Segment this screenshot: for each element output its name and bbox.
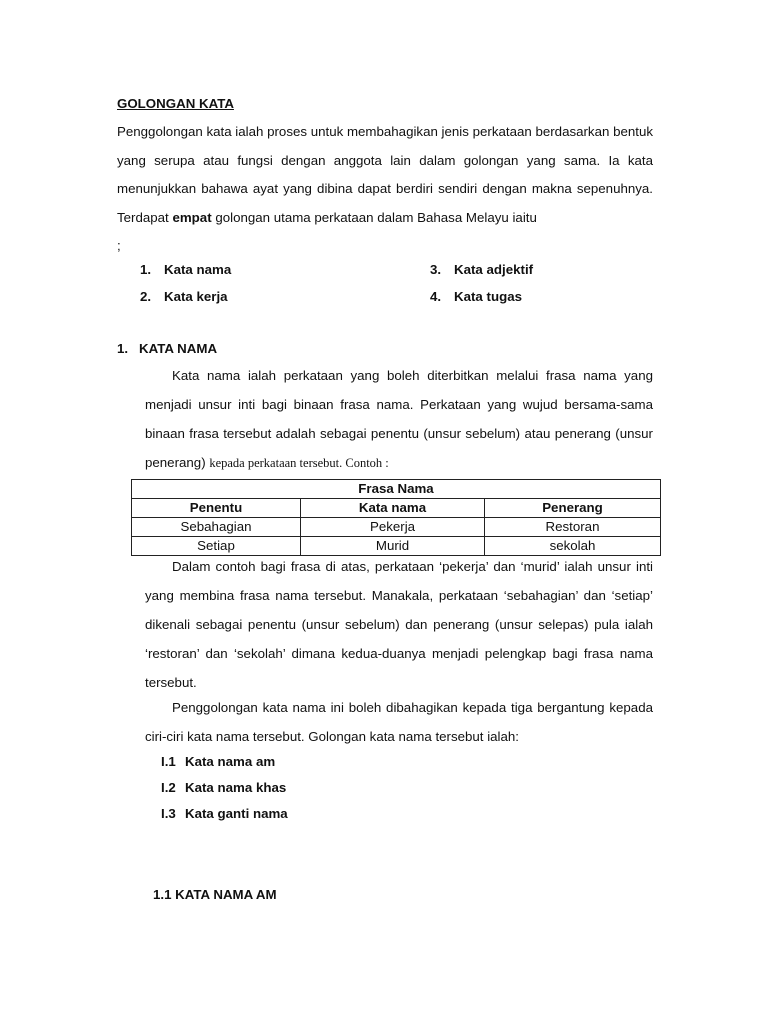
table-cell: sekolah xyxy=(485,537,661,556)
kata-nama-paragraph-1 xyxy=(145,361,653,478)
category-item xyxy=(430,289,522,304)
table-row xyxy=(132,518,661,537)
paragraph-text: Kata nama ialah perkataan yang boleh diterbitkan melalui frasa nama yang menjadi unsur inti bagi binaan frasa nama. Perkataan yang wujud bersama-sama binaan frasa tersebut adalah sebagai penentu (unsur sebelum) atau penerang (unsur penerang) xyxy=(145,368,653,470)
category-number: 2. xyxy=(140,289,152,304)
section-heading-kata-nama-am: 1.1 KATA NAMA AM xyxy=(153,887,277,902)
category-label: Kata kerja xyxy=(164,289,228,304)
table-header: Penentu xyxy=(132,499,301,518)
section-title: KATA NAMA xyxy=(139,341,218,356)
table-caption-row xyxy=(132,480,661,499)
intro-tail: ; xyxy=(117,238,121,253)
table-cell: Restoran xyxy=(485,518,661,537)
subtype-label: Kata nama khas xyxy=(185,780,287,795)
table-cell: Setiap xyxy=(132,537,301,556)
subtype-number: I.3 xyxy=(161,806,176,821)
subtype-label: Kata nama am xyxy=(185,754,276,769)
section-heading-kata-nama xyxy=(117,341,217,356)
frasa-nama-table xyxy=(131,479,661,556)
table-cell: Murid xyxy=(301,537,485,556)
category-item xyxy=(140,262,231,277)
section-number: 1. xyxy=(117,341,129,356)
intro-text-2: golongan utama perkataan dalam Bahasa Melayu iaitu xyxy=(211,209,537,225)
intro-paragraph xyxy=(117,118,653,232)
subtype-item xyxy=(161,780,286,795)
subtype-number: I.2 xyxy=(161,780,176,795)
subtype-label: Kata ganti nama xyxy=(185,806,288,821)
paragraph-text-serif: kepada perkataan tersebut. Contoh : xyxy=(209,456,389,470)
kata-nama-paragraph-2: Dalam contoh bagi frasa di atas, perkataan ‘pekerja’ dan ‘murid’ ialah unsur inti yang membina frasa nama tersebut. Manakala, perkataan ‘sebahagian’ dan ‘setiap’ dikenali sebagai penentu (unsur sebelum) dan penerang (unsur selepas) pula ialah ‘restoran’ dan ‘sekolah’ dimana kedua-duanya menjadi pelengkap bagi frasa nama tersebut. xyxy=(145,559,653,690)
subtype-item xyxy=(161,806,288,821)
kata-nama-paragraph-3: Penggolongan kata nama ini boleh dibahagikan kepada tiga bergantung kepada ciri-ciri kata nama tersebut. Golongan kata nama tersebut ialah: xyxy=(145,700,653,744)
category-number: 3. xyxy=(430,262,442,277)
intro-bold-word: empat xyxy=(172,209,212,225)
table-cell: Pekerja xyxy=(301,518,485,537)
intro-text-1: Penggolongan kata ialah proses untuk membahagikan jenis perkataan berdasarkan bentuk yang serupa atau fungsi dengan anggota lain dalam golongan yang sama. Ia kata menunjukkan bahawa ayat yang dibina dapat berdiri sendiri dengan makna sepenuhnya. Terdapat xyxy=(117,124,653,225)
table-cell: Sebahagian xyxy=(132,518,301,537)
category-item xyxy=(430,262,533,277)
page-title: GOLONGAN KATA xyxy=(117,96,234,111)
category-item xyxy=(140,289,228,304)
subtype-item xyxy=(161,754,275,769)
table-caption: Frasa Nama xyxy=(132,480,661,499)
category-number: 1. xyxy=(140,262,152,277)
category-number: 4. xyxy=(430,289,442,304)
subtype-number: I.1 xyxy=(161,754,176,769)
table-header-row xyxy=(132,499,661,518)
table-header: Penerang xyxy=(485,499,661,518)
table-header: Kata nama xyxy=(301,499,485,518)
category-label: Kata adjektif xyxy=(454,262,534,277)
category-label: Kata tugas xyxy=(454,289,522,304)
category-label: Kata nama xyxy=(164,262,232,277)
